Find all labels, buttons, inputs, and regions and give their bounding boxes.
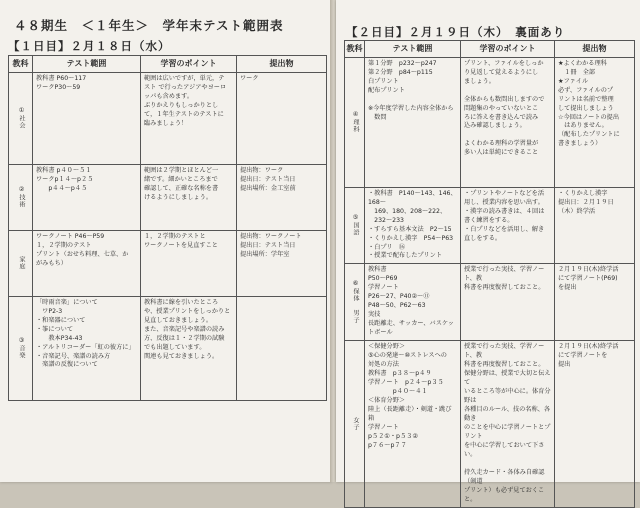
- cell-line: のことを中心に学習ノートとプリント: [464, 424, 551, 441]
- cell-line: 長距離走、サッカー、バスケットボール: [368, 320, 454, 337]
- cell-line: して提出しましょう: [558, 104, 614, 112]
- cell-line: はありません。: [558, 122, 608, 130]
- subject-cell: [9, 72, 33, 164]
- day2-table: [344, 40, 635, 508]
- cell-line: 授業で行った実技、学習ノート、教: [464, 266, 545, 283]
- cell-line: ・音楽記号、楽譜の読み方: [36, 352, 111, 360]
- cell-line: ワP2-3: [36, 307, 63, 315]
- cell-line: がみもち）: [36, 259, 67, 267]
- cell-line: 書きましょう）: [558, 140, 602, 148]
- point-cell: [461, 57, 555, 187]
- cell-line: 込み確認しましょう。: [464, 122, 526, 130]
- cell-line: p７６～p７７: [368, 442, 407, 450]
- subject-label: ③音楽: [17, 336, 25, 360]
- cell-line: 対処の方法: [368, 361, 399, 369]
- range-cell: [365, 57, 461, 187]
- range-cell: [33, 230, 141, 296]
- cell-line: ２月１９日(木)終学活: [558, 343, 619, 351]
- submit-cell: [555, 264, 635, 341]
- cell-line: ・和楽器について: [36, 316, 86, 324]
- cell-line: 見直しておきましょう。: [144, 316, 213, 324]
- subject-label: ①社会: [17, 106, 25, 130]
- table-row: [345, 341, 635, 508]
- cell-line: 提出日：２月１９日: [558, 198, 614, 206]
- cell-line: １，２学期のテスト: [36, 241, 92, 249]
- cell-line: 提出場所：金工室前: [240, 184, 296, 192]
- left-sheet: [0, 0, 332, 482]
- cell-line: ワークノート P46～P59: [36, 232, 105, 240]
- cell-line: ☆今回はノートの提出: [558, 113, 620, 121]
- cell-line: 教本P34-43: [36, 334, 83, 342]
- cell-line: て，１年生テストのテストに: [144, 110, 224, 118]
- cell-line: にて学習ノートを: [558, 352, 608, 360]
- table-row: [9, 72, 327, 164]
- header-subject: 教科: [9, 56, 33, 73]
- cell-line: ワーク: [240, 74, 259, 82]
- cell-line: 科書を再度復習しておこと。: [464, 284, 545, 292]
- cell-line: P50～P69: [368, 275, 398, 283]
- cell-line: 学習ノート p２４～p３５: [368, 379, 444, 387]
- subject-label: ④理科: [351, 110, 359, 134]
- cell-line: 確認して、正確な名称を書: [144, 184, 219, 192]
- table-row: [345, 264, 635, 341]
- submit-cell: [237, 230, 327, 296]
- cell-line: 全体からも数問出しますので: [464, 95, 545, 103]
- submit-cell: [237, 72, 327, 164]
- submit-cell: [555, 57, 635, 187]
- cell-line: ・プリントやノートなどを活: [464, 189, 545, 197]
- cell-line: ・漢字の読み書きは、４回は: [464, 207, 545, 215]
- cell-line: プリント（おせち料理、七草、か: [36, 250, 129, 258]
- cell-line: ッパも含めます。: [144, 92, 194, 100]
- range-cell: [33, 72, 141, 164]
- cell-line: 提出: [558, 361, 571, 369]
- subject-cell: [9, 164, 33, 230]
- cell-line: ワークP30～59: [36, 83, 81, 91]
- cell-line: [368, 96, 457, 105]
- cell-line: ⑤心の発達～⑩ストレスへの: [368, 352, 447, 360]
- cell-line: 範囲は広いですが，単元，テ: [144, 74, 225, 82]
- cell-line: ・筝について: [36, 325, 74, 333]
- range-cell: [365, 341, 461, 508]
- cell-line: ましょう。: [464, 77, 495, 85]
- cell-line: ＜保健分野＞: [368, 343, 406, 351]
- submit-cell: [237, 164, 327, 230]
- cell-line: いるところ等が中心に。体育分野は: [464, 388, 551, 405]
- cell-line: 直しをする。: [464, 234, 502, 242]
- cell-line: 用し、授業内容を思い出す。: [464, 198, 544, 206]
- cell-line: ＜体育分野＞: [368, 397, 406, 405]
- cell-line: １，２学期のテストと: [144, 232, 206, 240]
- cell-line: ワークp１４～p２５: [36, 175, 94, 183]
- cell-line: リントは名前で整理: [558, 95, 614, 103]
- subject-cell: [345, 57, 365, 187]
- cell-line: 学習ノート: [368, 424, 399, 432]
- subject-label: ⑥保体 男子: [351, 280, 359, 325]
- cell-line: 教科書 p４０～５１: [36, 166, 92, 174]
- cell-line: ・くりかえし漢字 P54～P63: [368, 234, 454, 242]
- cell-line: プリント）も必ず見ておくこと。: [464, 487, 545, 504]
- header-range: テスト範囲: [33, 56, 141, 73]
- cell-line: 問題集のやっていないとこ: [464, 104, 539, 112]
- cell-line: 数問: [368, 113, 387, 121]
- cell-line: スト で行ったアジアやヨーロ: [144, 83, 227, 91]
- range-cell: [365, 187, 461, 264]
- subject-cell: [9, 296, 33, 400]
- header-point: 学習のポイント: [461, 41, 555, 58]
- cell-line: ★よくわかる理科: [558, 59, 607, 67]
- cell-line: 必ず、ファイルのプ: [558, 86, 614, 94]
- cell-line: や、授業プリントをしっかりと: [144, 307, 231, 315]
- cell-line: 各種目のルール、技の名称、各動き: [464, 406, 551, 423]
- page-title: ４８期生 ＜１年生＞ 学年末テスト範囲表: [14, 18, 284, 33]
- header-subject: 教科: [345, 41, 365, 58]
- cell-line: ※今年度学習した内容全体から: [368, 104, 454, 112]
- day1-table: [8, 55, 327, 401]
- subject-cell: [345, 187, 365, 264]
- cell-line: 提出日：テスト当日: [240, 241, 296, 249]
- header-submit: 提出物: [237, 56, 327, 73]
- cell-line: P48～50、P62～63: [368, 302, 426, 310]
- cell-line: １冊 全部: [558, 68, 596, 76]
- table-row: [345, 57, 635, 187]
- cell-line: り見返して覚えるようにし: [464, 68, 539, 76]
- table-row: [9, 296, 327, 400]
- subject-label: ⑤国語: [351, 214, 359, 237]
- cell-line: ・教科書 P140～143、146、168～: [368, 189, 457, 206]
- cell-line: けるようにしましょう。: [144, 193, 213, 201]
- day1-header: 【１日目】２月１８日（水）: [8, 39, 171, 53]
- cell-line: 陸上（長距離走）・剣道・跳び箱: [368, 406, 452, 423]
- cell-line: [464, 460, 551, 469]
- cell-line: を中心に学習しておいて下さい。: [464, 442, 545, 459]
- cell-line: 保健分野は、授業で大切と伝えて: [464, 370, 551, 387]
- cell-line: （木）終学活: [558, 207, 596, 215]
- cell-line: 楽譜の反復について: [36, 361, 98, 369]
- cell-line: 提出物：ワーク: [240, 166, 284, 174]
- cell-line: にて学習ノート(P69): [558, 275, 618, 283]
- cell-line: ぶりかえりもしっかりとし: [144, 101, 219, 109]
- cell-line: 学習ノート: [368, 284, 399, 292]
- table-row: [345, 187, 635, 264]
- header-submit: 提出物: [555, 41, 635, 58]
- cell-line: ワークノートを見直すこと: [144, 241, 218, 249]
- cell-line: 教科書: [368, 266, 387, 274]
- cell-line: また、音楽記号や楽譜の読み: [144, 325, 225, 333]
- cell-line: プリント、ファイルをしっか: [464, 59, 544, 67]
- cell-line: 教科書 p３８～p４９: [368, 370, 432, 378]
- point-cell: [141, 230, 237, 296]
- cell-line: 授業で行った実技、学習ノート、教: [464, 343, 545, 360]
- cell-line: 第２分野 p84～p115: [368, 68, 433, 76]
- cell-line: [464, 87, 551, 96]
- submit-cell: [237, 296, 327, 400]
- cell-line: ・白プリなどを活用し、解き: [464, 225, 545, 233]
- cell-line: でも出題しています。: [144, 343, 206, 351]
- range-cell: [365, 264, 461, 341]
- cell-line: を提出: [558, 284, 577, 292]
- submit-cell: [555, 341, 635, 508]
- cell-line: p５２①・p５３②: [368, 433, 418, 441]
- cell-line: 範囲は２学期とほとんど一: [144, 166, 219, 174]
- cell-line: 提出物：ワークノート: [240, 232, 302, 240]
- cell-line: ・アルトリコーダー「虹の彼方に」: [36, 343, 135, 351]
- cell-line: ・すらすら基本文法 P2～15: [368, 225, 452, 233]
- point-cell: [461, 187, 555, 264]
- cell-line: ★ファイル: [558, 77, 589, 85]
- cell-line: 実技: [368, 311, 381, 319]
- header-point: 学習のポイント: [141, 56, 237, 73]
- subject-label: 家庭: [17, 255, 25, 271]
- cell-line: 持久走カード・各体み自確認（剣道: [464, 469, 545, 486]
- table-row: [9, 164, 327, 230]
- cell-line: 「時雨音楽」について: [36, 298, 98, 306]
- cell-line: 232～233: [368, 216, 404, 224]
- point-cell: [141, 164, 237, 230]
- subject-cell: [345, 341, 365, 508]
- cell-line: ２月１９日(木)終学活: [558, 266, 619, 274]
- cell-line: 書く練習をする。: [464, 216, 514, 224]
- cell-line: 第１分野 p232～p247: [368, 59, 437, 67]
- cell-line: 教科書 P60～117: [36, 74, 87, 82]
- cell-line: よくわかる理科の学習量が: [464, 140, 539, 148]
- cell-line: P26～27、P40②～⑪: [368, 293, 430, 301]
- point-cell: [461, 341, 555, 508]
- cell-line: ・くりかえし漢字: [558, 189, 608, 197]
- cell-line: 提出日：テスト当日: [240, 175, 296, 183]
- cell-line: ・白プリ ⑯: [368, 243, 405, 251]
- subject-label: ②技術: [17, 185, 25, 209]
- cell-line: 配布プリント: [368, 86, 405, 94]
- cell-line: 教科書に線を引いたところ: [144, 298, 219, 306]
- cell-line: （配布したプリントに: [558, 131, 620, 139]
- cell-line: 白プリント: [368, 77, 399, 85]
- cell-line: 169、180、208～222、: [368, 207, 447, 215]
- cell-line: 提出場所：学年室: [240, 250, 290, 258]
- subject-cell: [345, 264, 365, 341]
- cell-line: 緒です。細かいところまで: [144, 175, 218, 183]
- point-cell: [141, 296, 237, 400]
- cell-line: 科書を再度復習しておこと。: [464, 361, 545, 369]
- range-cell: [33, 164, 141, 230]
- cell-line: ・授業で配布したプリント: [368, 252, 443, 260]
- range-cell: [33, 296, 141, 400]
- cell-line: 関連も見ておきましょう。: [144, 352, 219, 360]
- cell-line: 臨みましょう！: [144, 119, 188, 127]
- cell-line: p４４～p４５: [36, 184, 88, 192]
- point-cell: [461, 264, 555, 341]
- cell-line: 方、反復は１・２学期の試験: [144, 334, 225, 342]
- point-cell: [141, 72, 237, 164]
- submit-cell: [555, 187, 635, 264]
- header-range: テスト範囲: [365, 41, 461, 58]
- day2-header: 【２日目】２月１９日（木） 裏面あり: [346, 25, 566, 39]
- cell-line: ろに答えを書き込んで読み: [464, 113, 539, 121]
- right-sheet: [336, 0, 640, 504]
- subject-cell: [9, 230, 33, 296]
- cell-line: 多い人は単純にできること: [464, 149, 539, 157]
- subject-label: 女子: [351, 417, 359, 432]
- cell-line: p４０～４１: [368, 388, 428, 396]
- table-row: [9, 230, 327, 296]
